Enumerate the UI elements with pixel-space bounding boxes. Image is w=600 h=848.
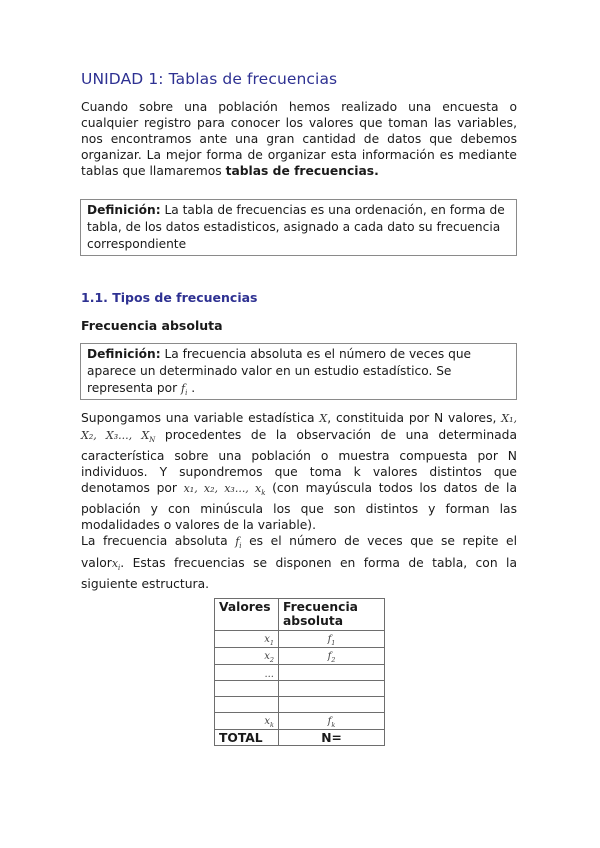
subsection-heading: Frecuencia absoluta bbox=[81, 318, 223, 333]
symbol-fi: $f_i$ bbox=[181, 382, 188, 398]
intro-bold-term: tablas de frecuencias. bbox=[225, 164, 379, 178]
table-row: ... bbox=[215, 665, 385, 681]
table-header-row bbox=[215, 599, 385, 631]
list-X: X₁, X₂, X₃..., $X_N$ bbox=[81, 412, 517, 445]
page-title: UNIDAD 1: Tablas de frecuencias bbox=[81, 70, 338, 88]
table-row bbox=[215, 697, 385, 713]
definition-text: La tabla de frecuencias es una ordenación, en forma de tabla, de los datos estadisticos, asignado a cada dato su frecuencia correspondiente bbox=[87, 203, 505, 251]
intro-paragraph bbox=[81, 99, 517, 179]
header-frecuencia: Frecuencia absoluta bbox=[279, 599, 385, 631]
symbol-fi: $f_i$ bbox=[235, 535, 242, 551]
total-label: TOTAL bbox=[215, 730, 279, 746]
definition-box-frecuencia-absoluta: Definición: La frecuencia absoluta es el número de veces que aparece un determinado valor en un estudio estadístico. Se representa por $f_i$ . bbox=[80, 343, 517, 400]
table-row bbox=[215, 681, 385, 697]
section-heading: 1.1. Tipos de frecuencias bbox=[81, 290, 258, 305]
table-row: $x_1$ $f_1$ bbox=[215, 631, 385, 648]
definition-text: La frecuencia absoluta es el número de veces que aparece un determinado valor en un estudio estadístico. Se representa por bbox=[87, 347, 472, 395]
table-row: $x_2$ $f_2$ bbox=[215, 648, 385, 665]
table-total-row bbox=[215, 730, 385, 746]
list-x: x₁, x₂, x₃..., $x_k$ bbox=[183, 482, 266, 498]
intro-text: Cuando sobre una población hemos realizado una encuesta o cualquier registro para conocer los valores que toman las variables, nos encontramos ante una gran cantidad de datos que debemos organizar. La mejor forma de organizar esta información es mediante tablas que llamaremos bbox=[81, 100, 517, 178]
definition-label: Definición: bbox=[87, 347, 161, 361]
definition-box-tabla bbox=[80, 199, 517, 256]
body-paragraph: Supongamos una variable estadística X, constituida por N valores, X₁, X₂, X₃..., $X_N$ procedentes de la observación de una determinada característica sobre una población o muestra compuesta por N individuos. Y supondremos que toma k valores distintos que denotamos por x₁, x₂, x₃..., $x_k$ (con mayúscula todos los datos de la población y con minúscula los que son distintos y forman las modalidades o valores de la variable). La frecuencia absoluta $f_i$ es el número de veces que se repite el valorx$_i$. Estas frecuencias se disponen en forma de tabla, con la siguiente estructura. bbox=[81, 411, 518, 591]
table-row: $x_k$ $f_k$ bbox=[215, 713, 385, 730]
symbol-xi: $x_i$ bbox=[111, 556, 121, 572]
frequency-table bbox=[214, 598, 385, 746]
header-valores: Valores bbox=[215, 599, 279, 631]
total-value: N= bbox=[279, 730, 385, 746]
var-X: X bbox=[319, 412, 328, 425]
definition-label: Definición: bbox=[87, 203, 161, 217]
